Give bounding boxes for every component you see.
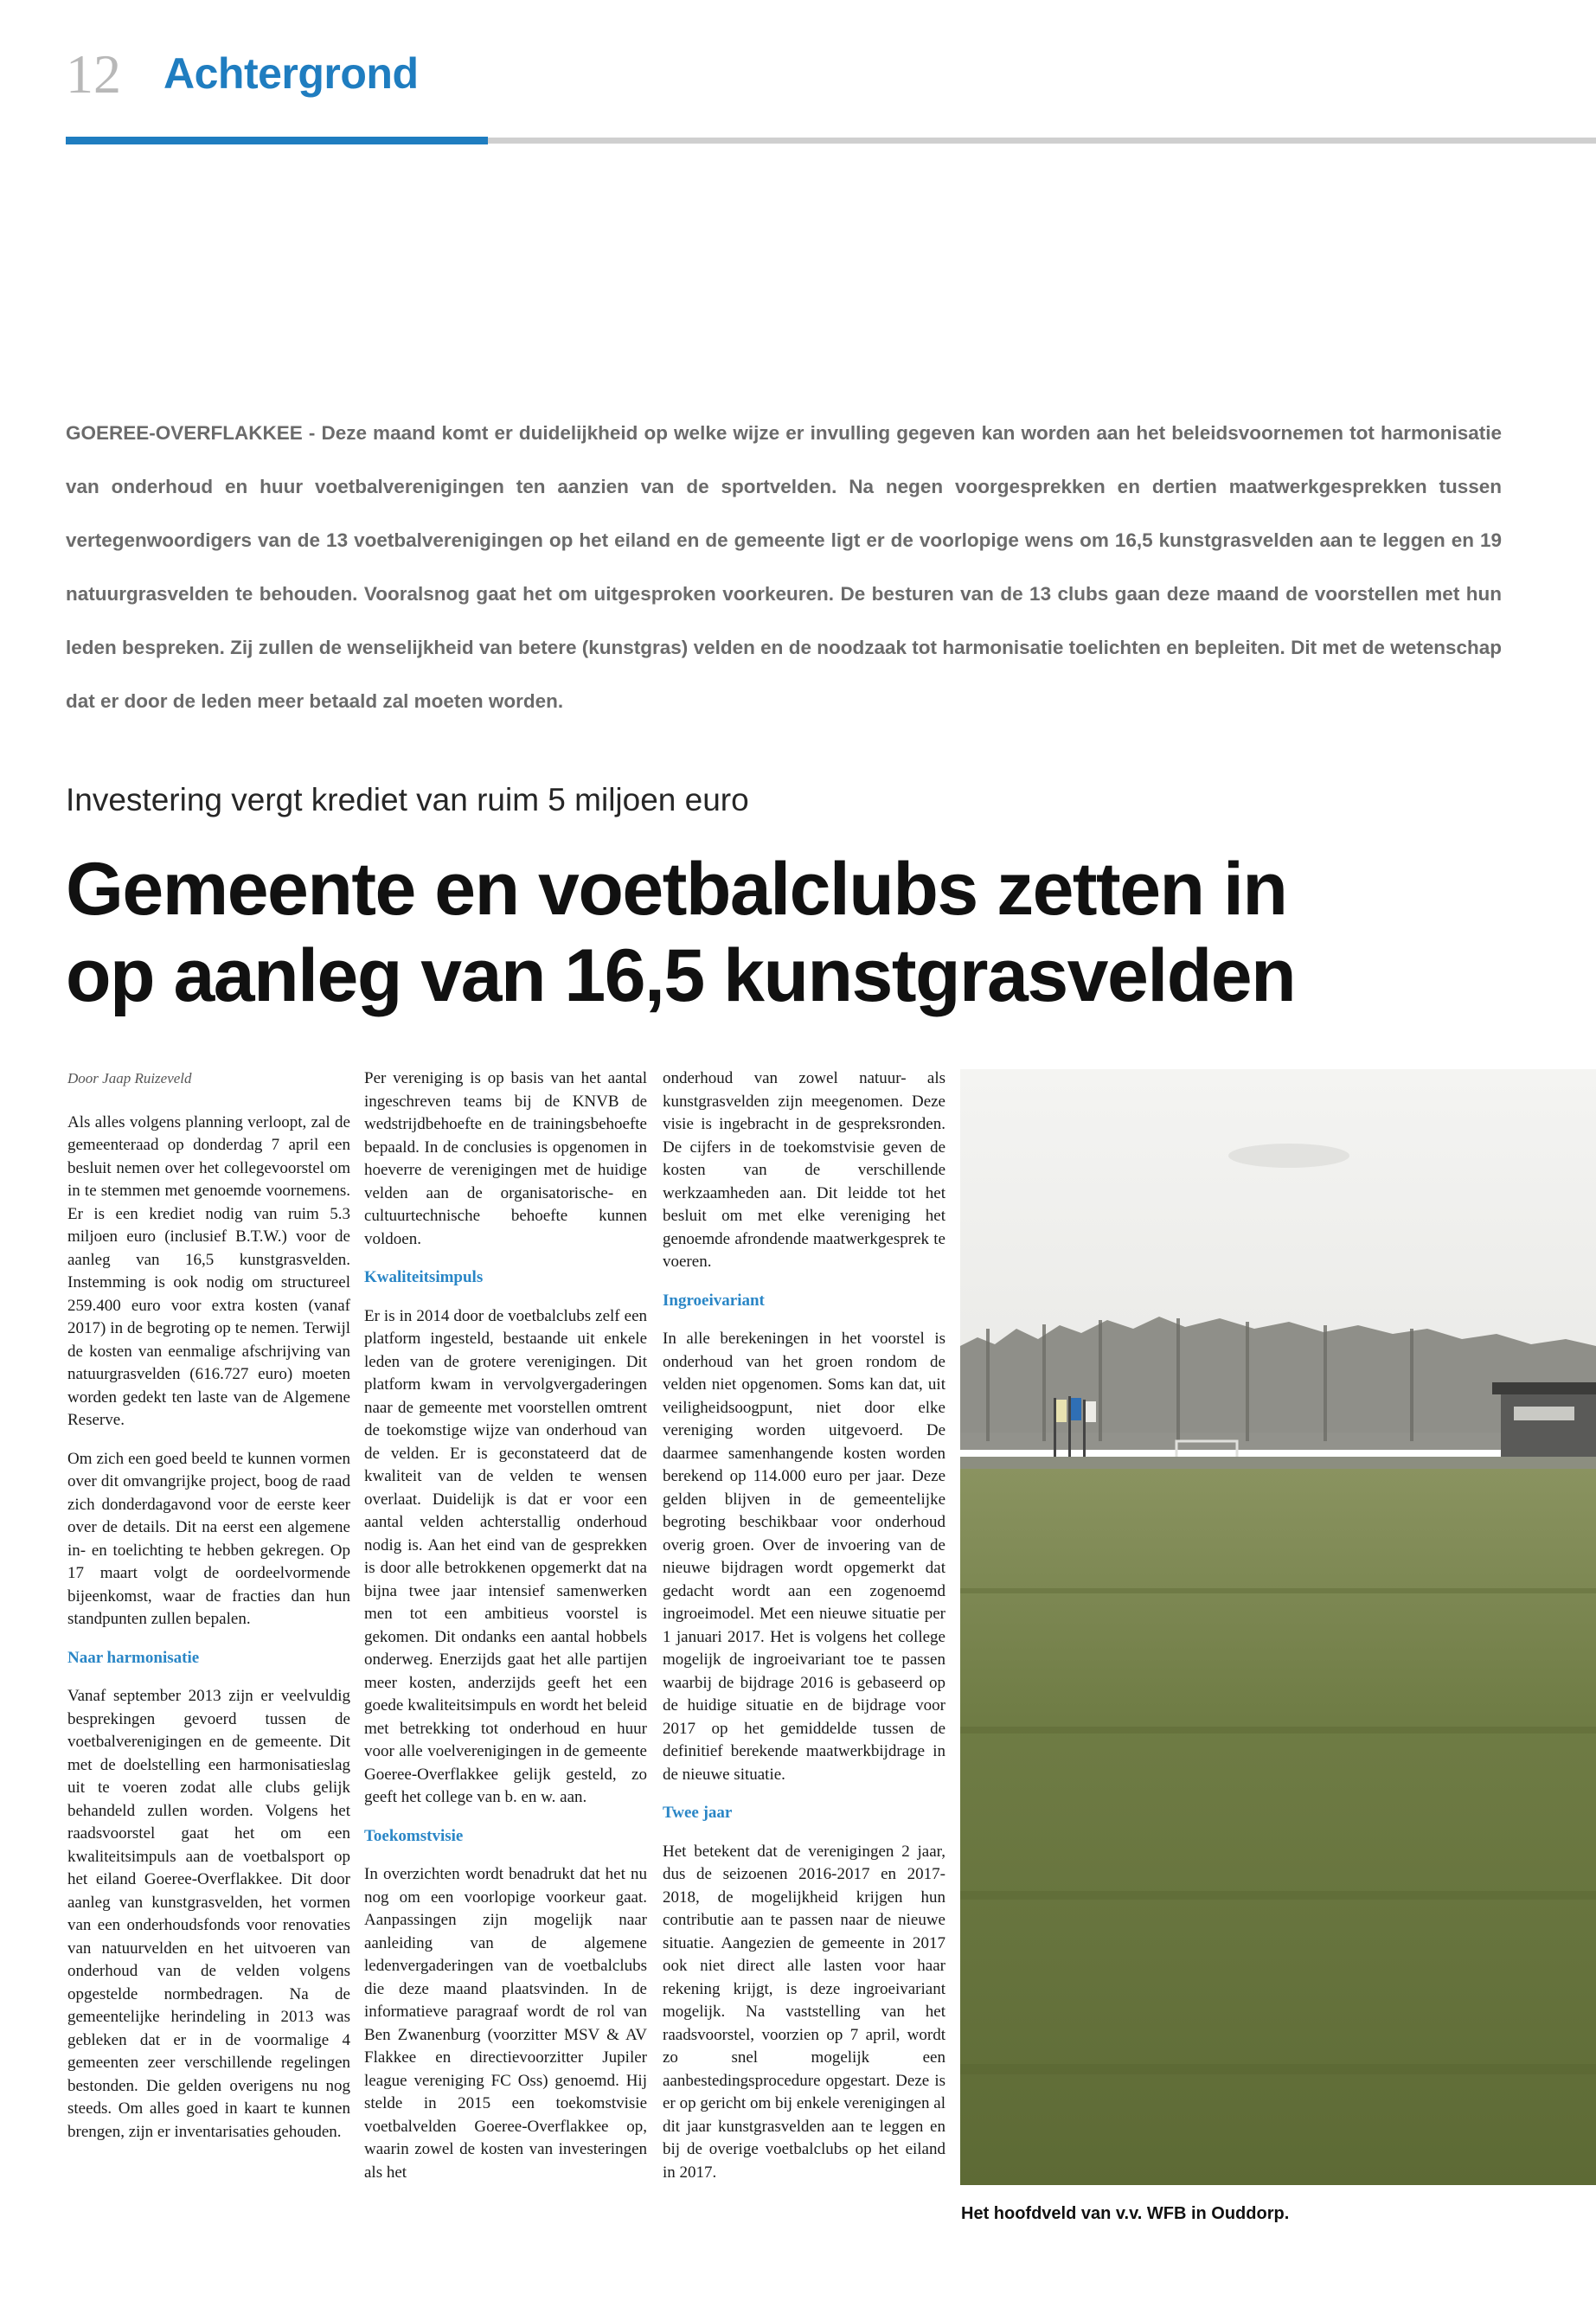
body-paragraph: Er is in 2014 door de voetbalclubs zelf een platform ingesteld, bestaande uit enkele leden van de grotere verenigingen. Dit platform kwam in vervolgvergaderingen naar de gemeente met voorstellen omtrent de toekomstige wijze van onderhoud van de velden. Er is geconstateerd dat de kwaliteit van de velden te wensen overlaat. Duidelijk is dat er voor een aantal velden achterstallig onderhoud nodig is. Aan het eind van de gesprekken is door alle betrokkenen opgemerkt dat na bijna twee jaar intensief samenwerken men tot een ambitieus voorstel is gekomen. Dit ondanks een aantal hobbels onderweg. Enerzijds gaat het alle partijen meer kosten, anderzijds geeft het een goede kwaliteitsimpuls en wordt het beleid met betrekking tot onderhoud en huur voor alle voelverenigingen in de gemeente Goeree-Overflakkee gelijk gesteld, zo geeft het college van b. en w. aan. xyxy=(364,1306,647,1806)
clubhouse xyxy=(1501,1389,1596,1458)
header-rule xyxy=(488,138,1596,144)
header-rule-accent xyxy=(66,137,488,144)
body-paragraph: Vanaf september 2013 zijn er veelvuldig besprekingen gevoerd tussen de voetbalverenigingen en de gemeente. Dit met de doelstelling een harmonisatieslag uit te voeren zodat alle clubs gelijk behandeld zullen worden. Volgens het raadsvoorstel gaat het om een kwaliteitsimpuls aan de voetbalsport op het eiland Goeree-Overflakkee. Dit door aanleg van kunstgrasvelden, het vormen van een onderhoudsfonds voor renovaties van natuurvelden en het uitvoeren van onderhoud van de velden volgens opgestelde normbedragen. Na de gemeentelijke herindeling in 2013 was gebleken dat er in de voormalige 4 gemeenten zeer verschillende regelingen bestonden. Die gelden overigens nu nog steeds. Om alles goed in kaart te kunnen brengen, zijn er inventarisaties gehouden. xyxy=(67,1687,350,2141)
byline: Door Jaap Ruizeveld xyxy=(67,1070,192,1086)
body-paragraph: Het betekent dat de verenigingen 2 jaar, dus de seizoenen 2016-2017 en 2017-2018, de mogelijkheid krijgen hun contributie aan te passen naar de nieuwe situatie. Aangezien de gemeente in 2017 ook niet direct alle lasten voor haar rekening krijgt, is deze ingroeivariant mogelijk. Na vaststelling van het raadsvoorstel, voorzien op 7 april, wordt zo snel mogelijk een aanbestedingsprocedure opgestart. Deze is er op gericht om bij enkele verenigingen al dit jaar kunstgrasvelden aan te leggen en bij de overige voetbalclubs op het eiland in 2017. xyxy=(663,1842,945,2182)
body-paragraph: In overzichten wordt benadrukt dat het nu nog om een voorlopige voorkeur gaat. Aanpassingen zijn mogelijk naar aanleiding van de algemene ledenvergaderingen van de voetbalclubs die deze maand plaatsvinden. In de informatieve paragraaf wordt de rol van Ben Zwanenburg (voorzitter MSV & AV Flakkee en directievoorzitter Jupiler league vereniging FC Oss) genoemd. Hij stelde in 2015 een toekomstvisie voetbalvelden Goeree-Overflakkee op, waarin zowel de kosten van investeringen als het xyxy=(364,1865,647,2182)
cloud xyxy=(1228,1144,1349,1168)
body-paragraph: In alle berekeningen in het voorstel is onderhoud van het groen rondom de velden niet opgenomen. Soms kan dat, uit veiligheidsoogpunt, niet door elke vereniging worden uitgevoerd. De daarmee samenhangende kosten worden berekend op 114.000 euro per jaar. Deze gelden blijven in de gemeentelijke begroting beschikbaar voor onderhoud overig groen. Over de invoering van de nieuwe bijdragen wordt opgemerkt dat gedacht wordt aan een zogenoemd ingroeimodel. Met een nieuwe situatie per 1 januari 2017. Het is volgens het college mogelijk de ingroeivariant toe te passen waarbij de bijdrage 2016 is gebaseerd op de huidige situatie en de bijdrage voor 2017 op het gemiddelde tussen de definitief berekende maatwerkbijdrage in de nieuwe situatie. xyxy=(663,1330,945,1784)
body-paragraph: Als alles volgens planning verloopt, zal de gemeenteraad op donderdag 7 april een besluit nemen over het collegevoorstel om in te stemmen met genoemde voornemens. Er is een krediet nodig van ruim 5.3 miljoen euro (inclusief B.T.W.) voor de aanleg van 16,5 kunstgrasvelden. Instemming is ook nodig om structureel 259.400 euro voor extra kosten (vanaf 2017) in de begroting op te nemen. Terwijl de kosten van eenmalige afschrijving van natuurgrasvelden (616.727 euro) moeten worden gedekt ten laste van de Algemene Reserve. xyxy=(67,1112,350,1429)
subheading: Toekomstvisie xyxy=(364,1826,464,1845)
intro-paragraph: GOEREE-OVERFLAKKEE - Deze maand komt er duidelijkheid op welke wijze er invulling gegeven kan worden aan het beleidsvoornemen tot harmonisatie van onderhoud en huur voetbalverenigingen ten aanzien van de sportvelden. Na negen voorgesprekken en dertien maatwerkgesprekken tussen vertegenwoordigers van de 13 voetbalverenigingen op het eiland en de gemeente ligt er de voorlopige wens om 16,5 kunstgrasvelden aan te leggen en 19 natuurgrasvelden te behouden. Vooralsnog gaat het om uitgesproken voorkeuren. De besturen van de 13 clubs gaan deze maand de voorstellen met hun leden bespreken. Zij zullen de wenselijkheid van betere (kunstgras) velden en de noodzaak tot harmonisatie toelichten en bepleiten. Dit met de wetenschap dat er door de leden meer betaald zal moeten worden. xyxy=(66,422,1502,712)
subheading: Kwaliteitsimpuls xyxy=(364,1268,484,1286)
article-column-2 xyxy=(364,1067,647,2200)
photo-caption: Het hoofdveld van v.v. WFB in Ouddorp. xyxy=(961,2204,1290,2223)
headline-line-2: op aanleg van 16,5 kunstgrasvelden xyxy=(66,934,1296,1017)
body-paragraph: Per vereniging is op basis van het aantal ingeschreven teams bij de KNVB de wedstrijdbehoefte en de trainingsbehoefte bepaald. In de conclusies is opgenomen in hoeverre de verenigingen met de huidige velden aan de organisatorische- en cultuurtechnische behoefte kunnen voldoen. xyxy=(364,1069,647,1248)
clubhouse-sign xyxy=(1514,1407,1574,1420)
body-paragraph: Om zich een goed beeld te kunnen vormen over dit omvangrijke project, boog de raad zich donderdagavond voor de eerste keer over de details. Dit na eerst een algemene in- en toelichting te hebben gekregen. Op 17 maart volgt de oordeelvormende bijeenkomst, waar de fracties dan hun standpunten zullen bepalen. xyxy=(67,1449,350,1628)
article-column-1 xyxy=(67,1067,350,2159)
subheading: Ingroeivariant xyxy=(663,1291,765,1310)
subheading: Naar harmonisatie xyxy=(67,1648,200,1667)
kicker: Investering vergt krediet van ruim 5 miljoen euro xyxy=(66,782,749,817)
headline xyxy=(66,846,1536,1019)
grass-field xyxy=(960,1469,1596,2185)
football-field-photo xyxy=(960,1069,1596,2185)
headline-line-1: Gemeente en voetbalclubs zetten in xyxy=(66,848,1287,931)
page-number: 12 xyxy=(66,43,121,105)
body-paragraph: onderhoud van zowel natuur- als kunstgrasvelden zijn meegenomen. Deze visie is ingebracht in de gespreksronden. De cijfers in de toekomstvisie geven de kosten van de verschillende werkzaamheden aan. Dit leidde tot het besluit om met elke vereniging het genoemde afrondende maatwerkgesprek te voeren. xyxy=(663,1069,945,1271)
clubhouse-roof xyxy=(1492,1382,1596,1394)
subheading: Twee jaar xyxy=(663,1804,733,1822)
section-title: Achtergrond xyxy=(163,49,419,98)
article-column-3 xyxy=(663,1067,945,2200)
